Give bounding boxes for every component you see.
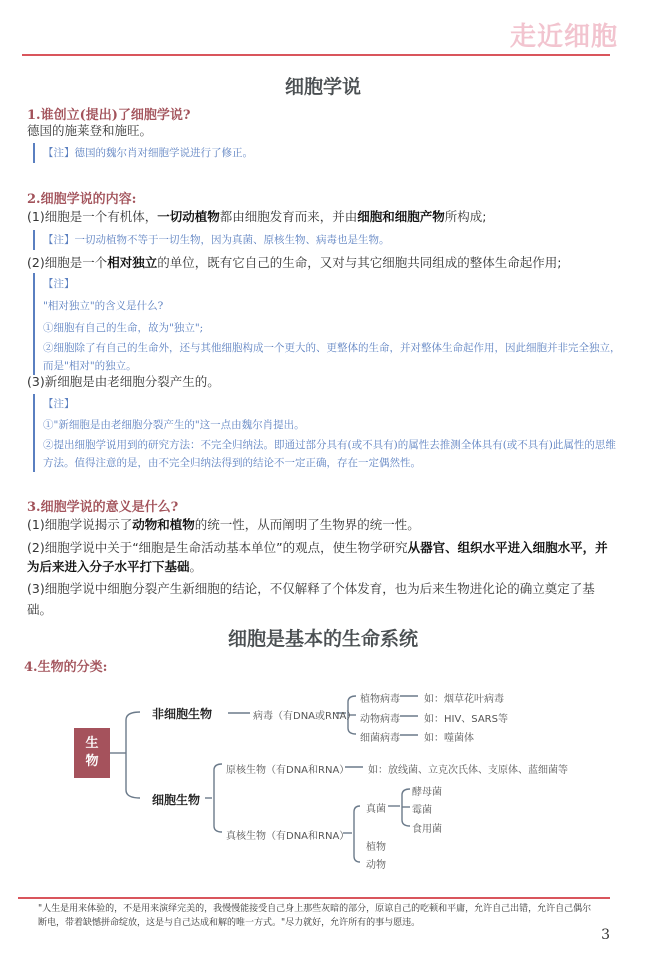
note-label: 【注】	[43, 278, 75, 290]
root-char: 生	[85, 736, 99, 751]
question-1-heading: 1.谁创立(提出)了细胞学说?	[27, 108, 191, 123]
node-prokaryote: 原核生物（有DNA和RNA）	[226, 765, 350, 776]
text: 都由细胞发育而来，并由	[219, 209, 358, 224]
node-eukaryote: 真核生物（有DNA和RNA）	[226, 831, 350, 842]
note-text: 【注】德国的魏尔肖对细胞学说进行了修正。	[43, 147, 253, 159]
node-plants: 植物	[366, 842, 386, 853]
node-non-cellular: 非细胞生物	[152, 707, 213, 721]
question-4-heading: 4.生物的分类:	[24, 660, 108, 675]
text: (2)细胞是一个	[27, 255, 108, 270]
note-line: ②细胞除了有自己的生命外，还与其他细胞构成一个更大的、更整体的生命，并对整体生命起作用，因此细胞并非完全独立，而是"相对"的独立。	[43, 342, 621, 372]
question-2-heading: 2.细胞学说的内容:	[27, 192, 137, 207]
content-item-3: (3)新细胞是由老细胞分裂产生的。	[27, 374, 220, 389]
node-bacteriophage: 细菌病毒	[360, 733, 400, 744]
node-animal-virus-example: 如：HIV、SARS等	[424, 714, 508, 725]
note-text: 【注】一切动植物不等于一切生物，因为真菌、原核生物、病毒也是生物。	[43, 234, 390, 246]
page-number: 3	[601, 927, 610, 943]
text: 的统一性，从而阐明了生物界的统一性。	[194, 517, 420, 532]
node-animal-virus: 动物病毒	[360, 714, 400, 725]
chapter-brand-title: 走近细胞	[509, 22, 618, 52]
emphasis: 一切动植物	[157, 209, 220, 224]
text: (2)细胞学说中关于“细胞是生命活动基本单位”的观点，使生物学研究	[27, 540, 408, 555]
node-mushroom: 食用菌	[412, 824, 442, 835]
section-title-cell-theory: 细胞学说	[284, 76, 361, 98]
text: (1)细胞学说揭示了	[27, 517, 133, 532]
node-cellular: 细胞生物	[152, 793, 201, 807]
footer-quote: "人生是用来体验的，不是用来演绎完美的，我慢慢能接受自己身上那些灰暗的部分，原谅自己的吃顿和平庸，允许自己出错，允许自己偶尔断电，带着缺憾拼命绽放，这是与自己达成和解的唯一方式。"尽力就好，允许所有的事与愿违。	[38, 904, 592, 928]
node-plant-virus: 植物病毒	[360, 694, 400, 705]
root-node-organism	[74, 728, 110, 778]
emphasis: 动物和植物	[132, 517, 195, 532]
note-line: "相对独立"的含义是什么?	[43, 300, 164, 312]
footer-divider	[18, 897, 610, 899]
root-char: 物	[85, 754, 99, 769]
node-fungi: 真菌	[366, 804, 386, 815]
note-line: ①细胞有自己的生命，故为"独立";	[43, 322, 204, 334]
node-virus: 病毒（有DNA或RNA）	[253, 711, 357, 722]
emphasis: 从器官、组织水平进入细胞水平，并为后来进入分子水平打下基础	[27, 540, 608, 574]
note-line: ①"新细胞是由老细胞分裂产生的"这一点由魏尔肖提出。	[43, 419, 305, 431]
significance-item-3: (3)细胞学说中细胞分裂产生新细胞的结论，不仅解释了个体发育，也为后来生物进化论的确立奠定了基础。	[27, 581, 595, 617]
node-yeast: 酵母菌	[412, 787, 442, 798]
node-bacteriophage-example: 如：噬菌体	[424, 733, 474, 744]
emphasis: 相对独立	[107, 255, 158, 270]
section-title-life-system: 细胞是基本的生命系统	[227, 628, 418, 650]
text: 所构成;	[444, 209, 487, 224]
question-3-heading: 3.细胞学说的意义是什么?	[27, 500, 179, 515]
text: (1)细胞是一个有机体，	[27, 209, 158, 224]
note-label: 【注】	[43, 398, 75, 410]
text: 。	[189, 559, 203, 574]
node-mold: 霉菌	[412, 805, 432, 816]
emphasis: 细胞和细胞产物	[357, 209, 445, 224]
text: 的单位，既有它自己的生命，又对与其它细胞共同组成的整体生命起作用;	[157, 255, 562, 270]
node-animals: 动物	[366, 860, 386, 871]
node-prokaryote-example: 如：放线菌、立克次氏体、支原体、蓝细菌等	[368, 765, 568, 776]
node-plant-virus-example: 如：烟草花叶病毒	[424, 694, 504, 705]
question-1-answer: 德国的施莱登和施旺。	[27, 123, 153, 138]
note-line: ②提出细胞学说用到的研究方法：不完全归纳法。即通过部分具有(或不具有)的属性去推测全体具有(或不具有)此属性的思维方法。值得注意的是，由不完全归纳法得到的结论不一定正确，存在一定偶然性。	[43, 439, 616, 469]
